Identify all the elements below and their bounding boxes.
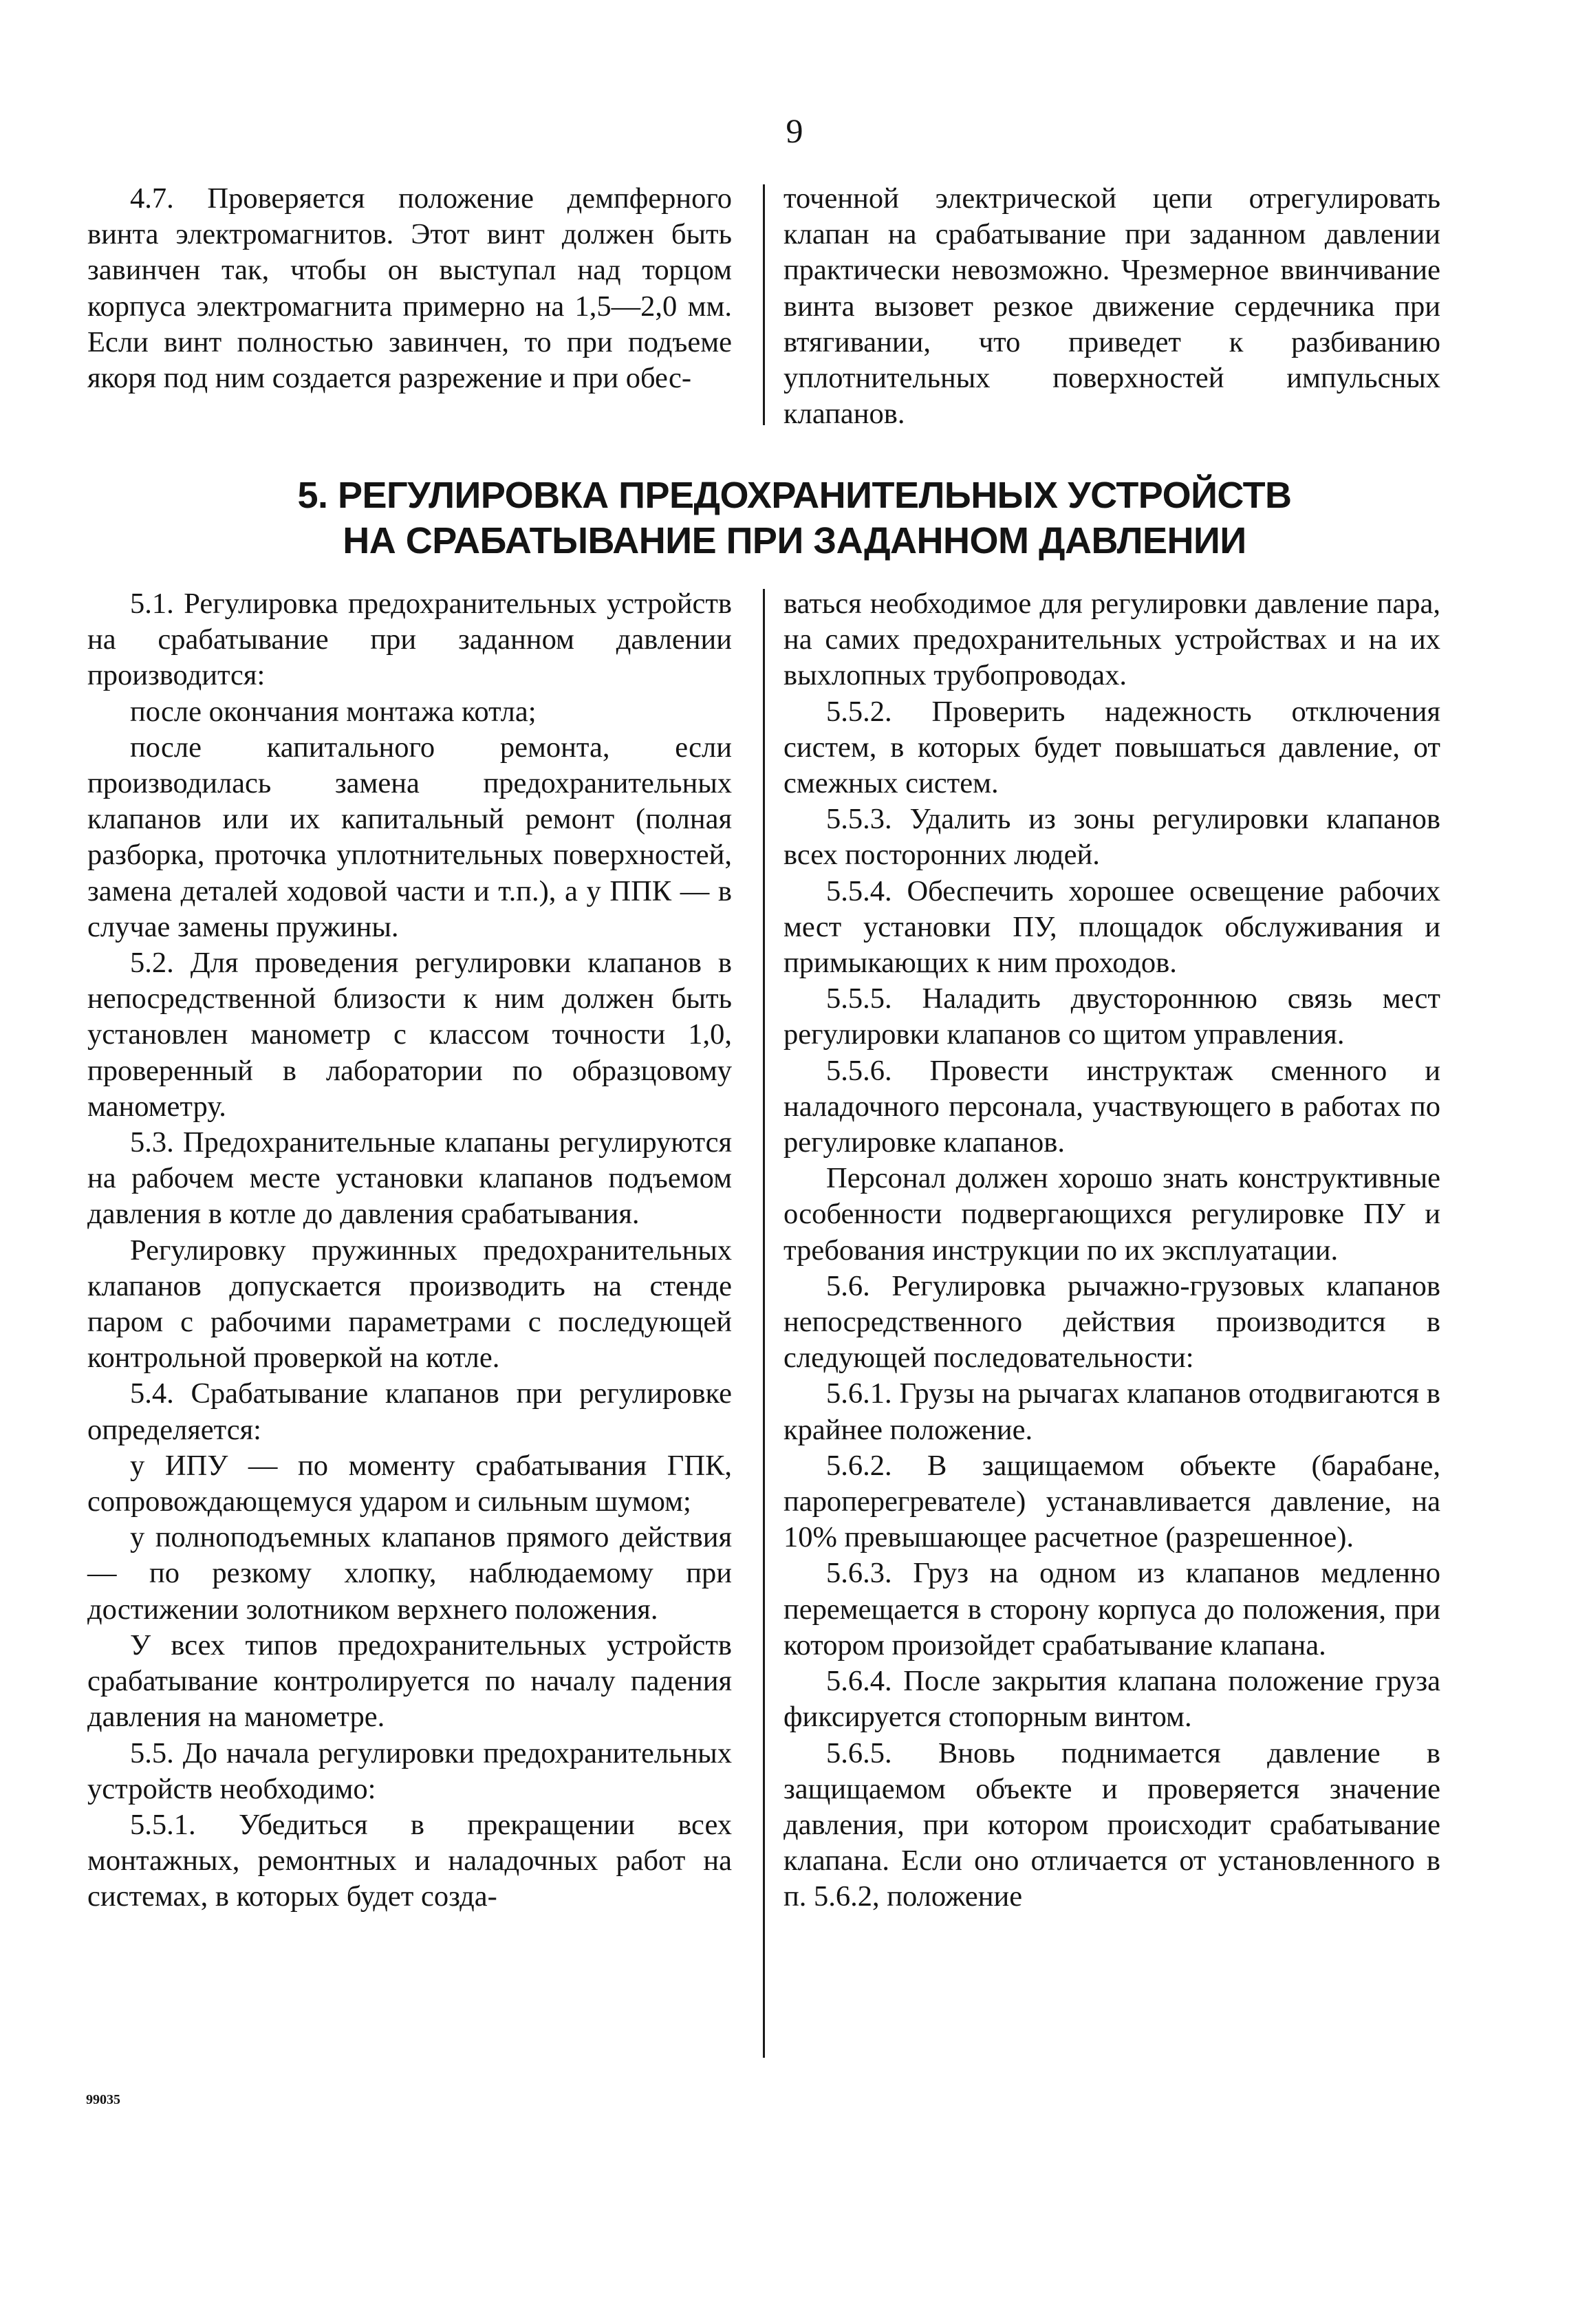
paragraph: 5.2. Для проведения регулировки клапанов в непосредственной близости к ним должен быть установлен манометр с классом точности 1,0, проверенный в лаборатории по образцовому манометру. xyxy=(87,947,732,1123)
paragraph: Регулировку пружинных предохранительных клапанов допускается производить на стенде паром с рабочими параметрами с последующей контрольной проверкой на котле. xyxy=(87,1234,732,1375)
paragraph: 5.6.2. В защищаемом объекте (барабане, пароперегревателе) устанавливается давление, на 10% превышающее расчетное (разрешенное). xyxy=(783,1449,1440,1554)
section5-right-column xyxy=(783,586,1440,1915)
paragraph: У всех типов предохранительных устройств срабатывание контролируется по началу падения давления на манометре. xyxy=(87,1628,732,1734)
paragraph: 5.5.3. Удалить из зоны регулировки клапанов всех посторонних людей. xyxy=(783,803,1440,872)
section-heading-line2: НА СРАБАТЫВАНИЕ ПРИ ЗАДАННОМ ДАВЛЕНИИ xyxy=(343,520,1246,561)
paragraph: 5.5.2. Проверить надежность отключения систем, в которых будет повышаться давление, от смежных систем. xyxy=(783,695,1440,800)
paragraph: 5.5.5. Наладить двустороннюю связь мест регулировки клапанов со щитом управления. xyxy=(783,982,1440,1051)
section4-left-column xyxy=(87,181,732,396)
paragraph: 5.6.3. Груз на одном из клапанов медленно перемещается в сторону корпуса до положения, при котором произойдет срабатывание клапана. xyxy=(783,1557,1440,1661)
column-divider xyxy=(763,184,765,425)
paragraph: 5.6.4. После закрытия клапана положение груза фиксируется стопорным винтом. xyxy=(783,1665,1440,1734)
paragraph: 5.3. Предохранительные клапаны регулируются на рабочем месте установки клапанов подъемом давления в котле до давления срабатывания. xyxy=(87,1126,732,1231)
paragraph: 5.6.1. Грузы на рычагах клапанов отодвигаются в крайнее положение. xyxy=(783,1377,1440,1446)
paragraph: у ИПУ — по моменту срабатывания ГПК, сопровождающемуся ударом и сильным шумом; xyxy=(87,1449,732,1518)
paragraph: после капитального ремонта, если производилась замена предохранительных клапанов или их капитальный ремонт (полная разборка, проточка уплотнительных поверхностей, замена деталей ходовой части и т.п.), а у ППК — в случае замены пружины. xyxy=(87,731,732,943)
paragraph: у полноподъемных клапанов прямого действия — по резкому хлопку, наблюдаемому при достижении золотником верхнего положения. xyxy=(87,1521,732,1626)
paragraph: после окончания монтажа котла; xyxy=(130,695,537,728)
section4-right-column xyxy=(783,181,1440,432)
section-heading-line1: 5. РЕГУЛИРОВКА ПРЕДОХРАНИТЕЛЬНЫХ УСТРОЙСТВ xyxy=(297,475,1292,516)
paragraph: 5.5.1. Убедиться в прекращении всех монтажных, ремонтных и наладочных работ на системах, в которых будет созда- xyxy=(87,1808,732,1913)
paragraph: 5.5.4. Обеспечить хорошее освещение рабочих мест установки ПУ, площадок обслуживания и примыкающих к ним проходов. xyxy=(783,874,1440,980)
section-heading xyxy=(103,473,1486,563)
paragraph: 5.5.6. Провести инструктаж сменного и наладочного персонала, участвующего в работах по регулировке клапанов. xyxy=(783,1054,1440,1159)
page-number: 9 xyxy=(786,111,803,150)
paragraph: Персонал должен хорошо знать конструктивные особенности подвергающихся регулировке ПУ и требования инструкции по их эксплуатации. xyxy=(783,1162,1440,1267)
paragraph: 4.7. Проверяется положение демпферного винта электромагнитов. Этот винт должен быть завинчен так, чтобы он выступал над торцом корпуса электромагнита примерно на 1,5—2,0 мм. Если винт полностью завинчен, то при подъеме якоря под ним создается разрежение и при обес- xyxy=(87,182,732,395)
column-divider xyxy=(763,589,765,2058)
section5-left-column xyxy=(87,586,732,1915)
paragraph: 5.5. До начала регулировки предохранительных устройств необходимо: xyxy=(87,1736,732,1805)
paragraph: точенной электрической цепи отрегулировать клапан на срабатывание при заданном давлении практически невозможно. Чрезмерное ввинчивание винта вызовет резкое движение сердечника при втягивании, что приведет к разбиванию уплотнительных поверхностей импульсных клапанов. xyxy=(783,182,1440,431)
paragraph: 5.6. Регулировка рычажно-грузовых клапанов непосредственного действия производится в следующей последовательности: xyxy=(783,1269,1440,1375)
paragraph: ваться необходимое для регулировки давление пара, на самих предохранительных устройствах и на их выхлопных трубопроводах. xyxy=(783,588,1440,692)
paragraph: 5.4. Срабатывание клапанов при регулировке определяется: xyxy=(87,1377,732,1446)
paragraph: 5.6.5. Вновь поднимается давление в защищаемом объекте и проверяется значение давления, при котором происходит срабатывание клапана. Если оно отличается от установленного в п. 5.6.2, положение xyxy=(783,1736,1440,1913)
paragraph: 5.1. Регулировка предохранительных устройств на срабатывание при заданном давлении производится: xyxy=(87,588,732,692)
print-code: 99035 xyxy=(86,2092,120,2107)
